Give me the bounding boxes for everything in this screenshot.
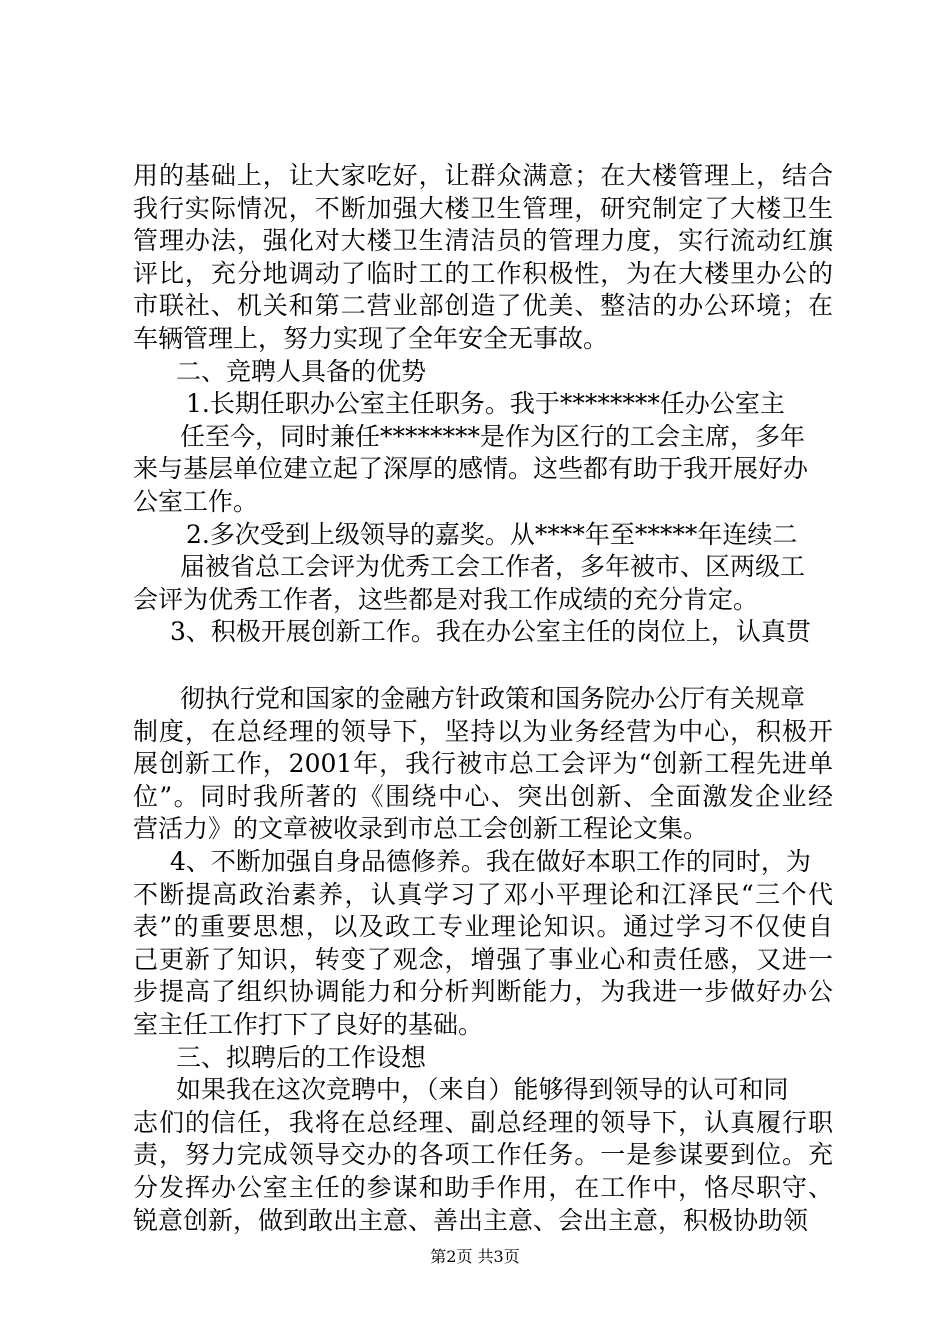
body-text-line: 室主任工作打下了良好的基础。 xyxy=(133,1010,484,1039)
body-text-line: 责，努力完成领导交办的各项工作任务。一是参谋要到位。充 xyxy=(133,1140,833,1169)
body-text-line: 制度，在总经理的领导下，坚持以为业务经营为中心，积极开 xyxy=(133,717,833,746)
body-text-line: 公室工作。 xyxy=(133,487,259,516)
body-text-line: 志们的信任，我将在总经理、副总经理的领导下，认真履行职 xyxy=(133,1108,833,1137)
body-text-line: 展创新工作，2001年，我行被市总工会评为“创新工程先进单 xyxy=(133,749,833,778)
body-text-line: 评比，充分地调动了临时工的工作积极性，为在大楼里办公的 xyxy=(133,259,833,288)
body-text-line: 不断提高政治素养，认真学习了邓小平理论和江泽民“三个代 xyxy=(133,880,833,909)
body-text-line: 步提高了组织协调能力和分析判断能力，为我进一步做好办公 xyxy=(133,977,833,1006)
body-text-line: 届被省总工会评为优秀工会工作者，多年被市、区两级工 xyxy=(180,552,806,581)
body-text-line: 任至今，同时兼任********是作为区行的工会主席，多年 xyxy=(180,422,806,451)
body-text-line: 如果我在这次竞聘中，（来自）能够得到领导的认可和同 xyxy=(176,1075,789,1104)
section-heading: 二、竞聘人具备的优势 xyxy=(176,357,427,386)
body-text-line: 己更新了知识，转变了观念，增强了事业心和责任感，又进一 xyxy=(133,945,833,974)
list-item-heading: 3、积极开展创新工作。我在办公室主任的岗位上，认真贯 xyxy=(170,617,811,646)
body-text-line: 用的基础上，让大家吃好，让群众满意；在大楼管理上，结合 xyxy=(133,161,833,190)
body-text-line: 分发挥办公室主任的参谋和助手作用，在工作中，恪尽职守、 xyxy=(133,1173,833,1202)
list-item-heading: 4、不断加强自身品德修养。我在做好本职工作的同时，为 xyxy=(170,847,811,876)
body-text-line: 位”。同时我所著的《围绕中心、突出创新、全面激发企业经 xyxy=(133,782,833,811)
body-text-line: 来与基层单位建立起了深厚的感情。这些都有助于我开展好办 xyxy=(133,454,809,483)
body-text-line: 表”的重要思想，以及政工专业理论知识。通过学习不仅使自 xyxy=(133,912,833,941)
section-heading: 三、拟聘后的工作设想 xyxy=(176,1043,427,1072)
body-text-line: 我行实际情况，不断加强大楼卫生管理，研究制定了大楼卫生 xyxy=(133,194,833,223)
list-item-heading: 2.多次受到上级领导的嘉奖。从****年至*****年连续二 xyxy=(186,520,798,549)
body-text-line: 车辆管理上，努力实现了全年安全无事故。 xyxy=(133,324,609,353)
body-text-line: 锐意创新，做到敢出主意、善出主意、会出主意，积极协助领 xyxy=(133,1206,809,1235)
body-text-line: 市联社、机关和第二营业部创造了优美、整洁的办公环境；在 xyxy=(133,291,833,320)
body-text-line: 会评为优秀工作者，这些都是对我工作成绩的充分肯定。 xyxy=(133,585,759,614)
body-text-line: 彻执行党和国家的金融方针政策和国务院办公厅有关规章 xyxy=(180,684,806,713)
list-item-heading: 1.长期任职办公室主任职务。我于********任办公室主 xyxy=(186,389,785,418)
body-text-line: 管理办法，强化对大楼卫生清洁员的管理力度，实行流动红旗 xyxy=(133,226,833,255)
page-footer: 第2页 共3页 xyxy=(430,1247,520,1266)
body-text-line: 营活力》的文章被收录到市总工会创新工程论文集。 xyxy=(133,814,709,843)
